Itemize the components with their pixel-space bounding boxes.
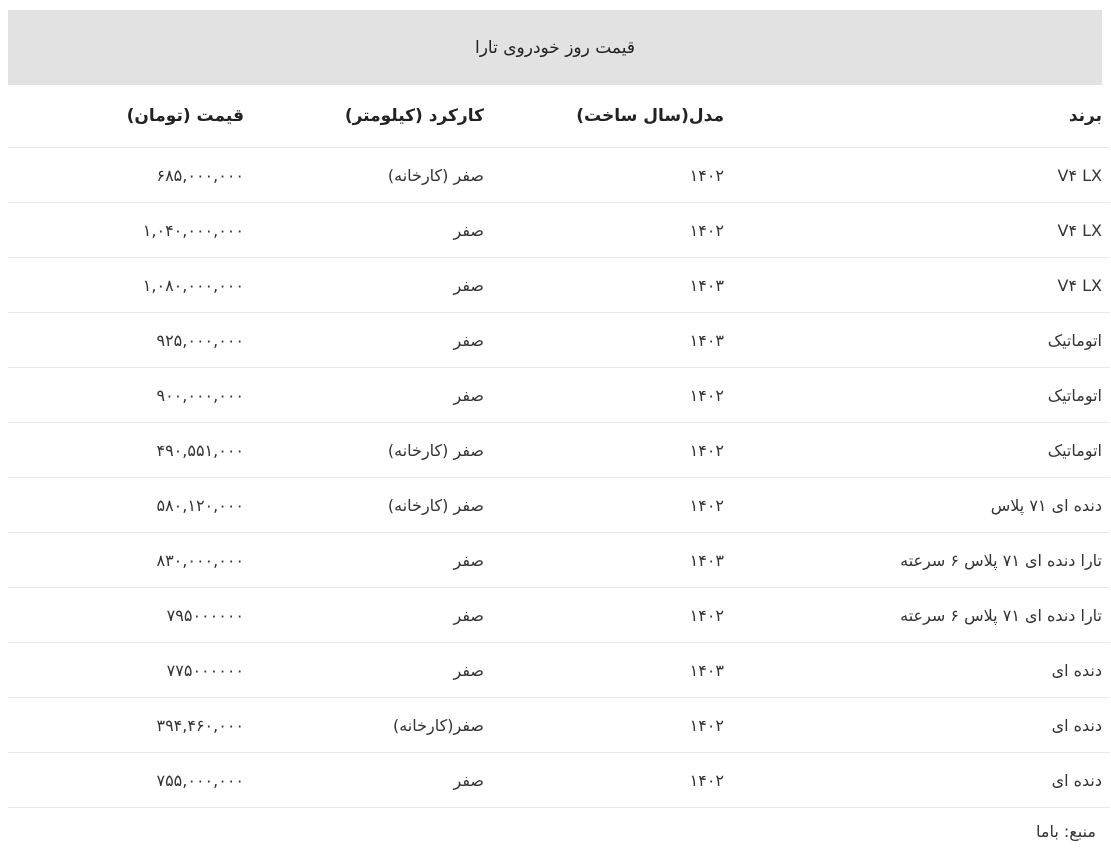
table-caption: قیمت روز خودروی تارا xyxy=(8,10,1102,85)
cell-price: ۵۸۰,۱۲۰,۰۰۰ xyxy=(8,478,244,533)
table-row xyxy=(8,643,1110,698)
cell-model: ۱۴۰۲ xyxy=(484,753,724,808)
cell-model: ۱۴۰۲ xyxy=(484,203,724,258)
cell-model: ۱۴۰۳ xyxy=(484,643,724,698)
cell-brand: دنده ای ۷۱ پلاس xyxy=(724,478,1110,533)
cell-price: ۹۰۰,۰۰۰,۰۰۰ xyxy=(8,368,244,423)
source-note: منبع: باما xyxy=(1036,822,1096,841)
cell-price: ۷۵۵,۰۰۰,۰۰۰ xyxy=(8,753,244,808)
cell-mileage: صفر (کارخانه) xyxy=(244,148,484,203)
cell-model: ۱۴۰۲ xyxy=(484,588,724,643)
price-table-container xyxy=(8,10,1102,856)
table-header xyxy=(8,85,1110,148)
table-row xyxy=(8,478,1110,533)
table-body xyxy=(8,148,1110,808)
cell-brand: اتوماتیک xyxy=(724,313,1110,368)
header-mileage: کارکرد (کیلومتر) xyxy=(244,85,484,148)
cell-mileage: صفر xyxy=(244,258,484,313)
table-row xyxy=(8,258,1110,313)
cell-brand: V۴ LX xyxy=(724,203,1110,258)
table-row xyxy=(8,368,1110,423)
header-model: مدل(سال ساخت) xyxy=(484,85,724,148)
header-row xyxy=(8,85,1110,148)
cell-model: ۱۴۰۲ xyxy=(484,698,724,753)
table-row xyxy=(8,698,1110,753)
cell-model: ۱۴۰۳ xyxy=(484,258,724,313)
cell-mileage: صفر(کارخانه) xyxy=(244,698,484,753)
cell-brand: V۴ LX xyxy=(724,148,1110,203)
cell-brand: دنده ای xyxy=(724,698,1110,753)
cell-mileage: صفر xyxy=(244,203,484,258)
cell-price: ۷۹۵۰۰۰۰۰۰ xyxy=(8,588,244,643)
header-price: قیمت (تومان) xyxy=(8,85,244,148)
cell-price: ۱,۰۸۰,۰۰۰,۰۰۰ xyxy=(8,258,244,313)
cell-model: ۱۴۰۲ xyxy=(484,478,724,533)
table-row xyxy=(8,148,1110,203)
cell-brand: تارا دنده ای ۷۱ پلاس ۶ سرعته xyxy=(724,533,1110,588)
cell-model: ۱۴۰۳ xyxy=(484,533,724,588)
cell-model: ۱۴۰۲ xyxy=(484,368,724,423)
cell-price: ۴۹۰,۵۵۱,۰۰۰ xyxy=(8,423,244,478)
cell-mileage: صفر xyxy=(244,533,484,588)
cell-brand: تارا دنده ای ۷۱ پلاس ۶ سرعته xyxy=(724,588,1110,643)
cell-mileage: صفر xyxy=(244,753,484,808)
cell-mileage: صفر (کارخانه) xyxy=(244,423,484,478)
table-row xyxy=(8,313,1110,368)
header-brand: برند xyxy=(724,85,1110,148)
cell-price: ۷۷۵۰۰۰۰۰۰ xyxy=(8,643,244,698)
cell-mileage: صفر (کارخانه) xyxy=(244,478,484,533)
cell-brand: دنده ای xyxy=(724,753,1110,808)
cell-mileage: صفر xyxy=(244,368,484,423)
cell-model: ۱۴۰۲ xyxy=(484,148,724,203)
cell-brand: اتوماتیک xyxy=(724,423,1110,478)
cell-mileage: صفر xyxy=(244,588,484,643)
cell-model: ۱۴۰۲ xyxy=(484,423,724,478)
price-table xyxy=(8,85,1110,808)
cell-price: ۹۲۵,۰۰۰,۰۰۰ xyxy=(8,313,244,368)
cell-mileage: صفر xyxy=(244,313,484,368)
table-row xyxy=(8,423,1110,478)
table-row xyxy=(8,203,1110,258)
cell-brand: V۴ LX xyxy=(724,258,1110,313)
cell-model: ۱۴۰۳ xyxy=(484,313,724,368)
cell-mileage: صفر xyxy=(244,643,484,698)
cell-price: ۸۳۰,۰۰۰,۰۰۰ xyxy=(8,533,244,588)
cell-price: ۶۸۵,۰۰۰,۰۰۰ xyxy=(8,148,244,203)
cell-brand: اتوماتیک xyxy=(724,368,1110,423)
cell-price: ۱,۰۴۰,۰۰۰,۰۰۰ xyxy=(8,203,244,258)
cell-brand: دنده ای xyxy=(724,643,1110,698)
table-row xyxy=(8,588,1110,643)
cell-price: ۳۹۴,۴۶۰,۰۰۰ xyxy=(8,698,244,753)
table-row xyxy=(8,533,1110,588)
table-row xyxy=(8,753,1110,808)
